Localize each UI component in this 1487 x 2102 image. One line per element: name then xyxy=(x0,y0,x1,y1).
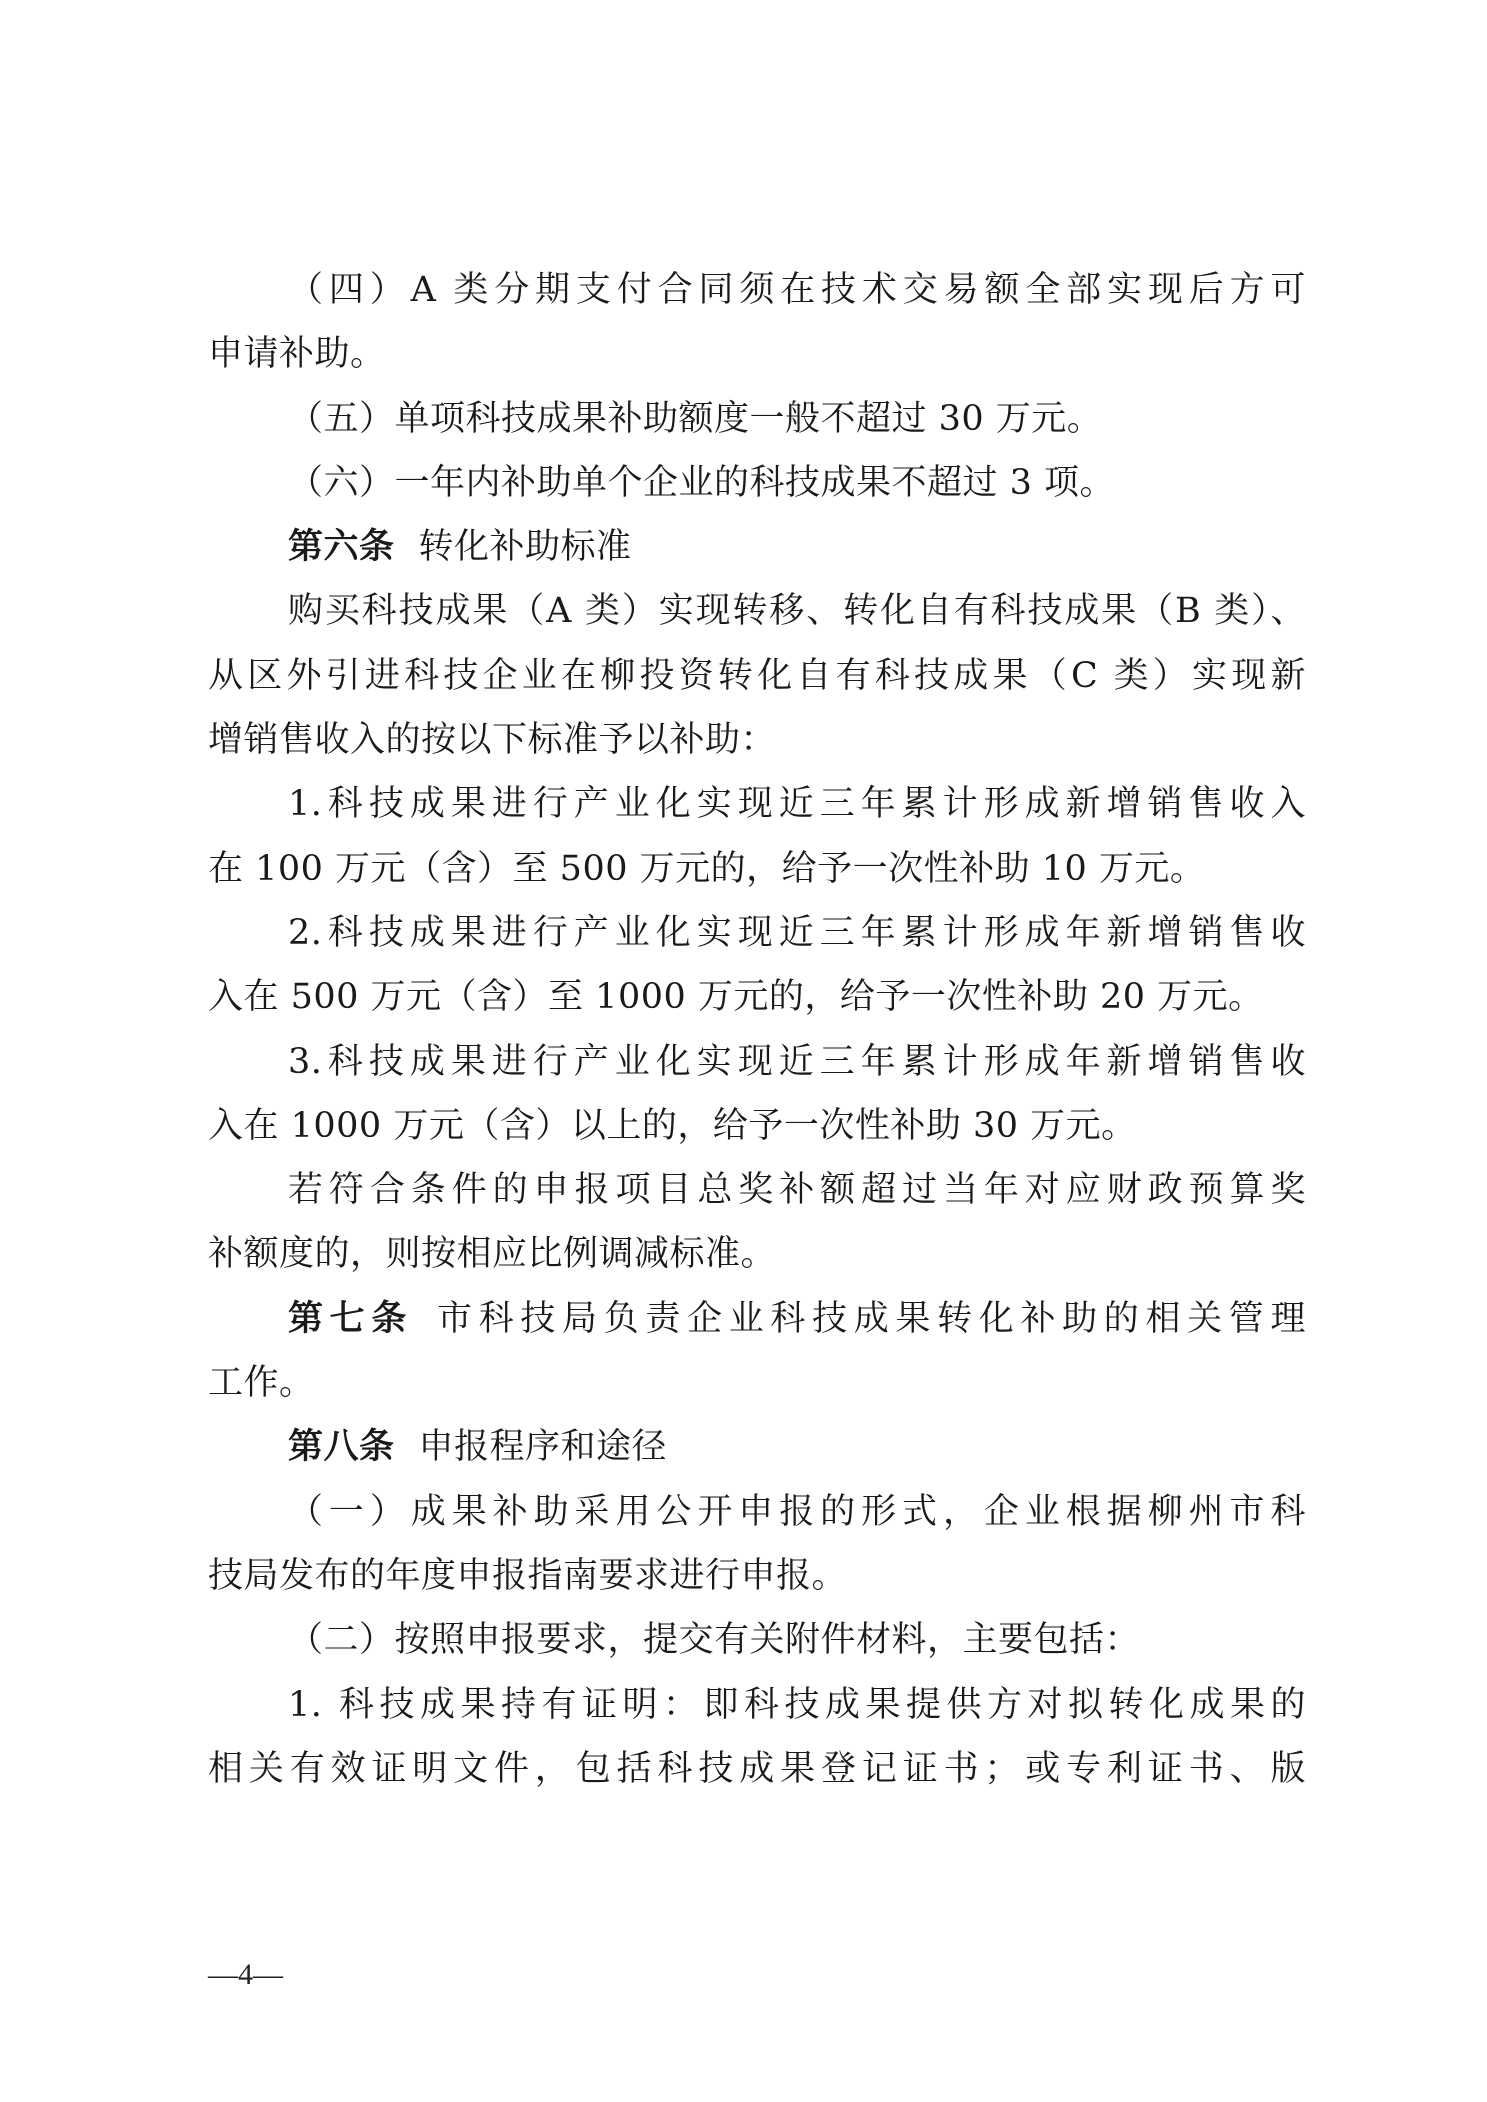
article-heading: 第八条 xyxy=(288,1427,395,1468)
paragraph-line: 购买科技成果（A 类）实现转移、转化自有科技成果（B 类）、 xyxy=(288,591,1306,632)
page-number: —4— xyxy=(208,1958,283,1991)
article-line xyxy=(208,515,1306,579)
document-body xyxy=(208,258,1306,1801)
paragraph-line: 1. 科技成果持有证明：即科技成果提供方对拟转化成果的 xyxy=(288,1684,1306,1725)
article-title: 转化补助标准 xyxy=(418,527,632,568)
article-line xyxy=(208,1287,1306,1351)
paragraph-line: 1.科技成果进行产业化实现近三年累计形成新增销售收入 xyxy=(288,784,1306,825)
paragraph-line: 申请补助。 xyxy=(208,334,386,375)
paragraph-line: 在 100 万元（含）至 500 万元的，给予一次性补助 10 万元。 xyxy=(208,848,1206,889)
paragraph-line: 入在 500 万元（含）至 1000 万元的，给予一次性补助 20 万元。 xyxy=(208,977,1264,1018)
paragraph-line: （五）单项科技成果补助额度一般不超过 30 万元。 xyxy=(288,398,1103,439)
paragraph-line: 补额度的，则按相应比例调减标准。 xyxy=(208,1234,777,1275)
paragraph-line: 2.科技成果进行产业化实现近三年累计形成年新增销售收 xyxy=(288,912,1306,953)
article-title: 申报程序和途径 xyxy=(418,1427,668,1468)
paragraph-line: （二）按照申报要求，提交有关附件材料，主要包括： xyxy=(288,1620,1141,1661)
paragraph-line: 相关有效证明文件，包括科技成果登记证书；或专利证书、版 xyxy=(208,1748,1306,1789)
paragraph-line: 入在 1000 万元（含）以上的，给予一次性补助 30 万元。 xyxy=(208,1105,1137,1146)
article-heading: 第六条 xyxy=(288,527,395,568)
paragraph-line: （六）一年内补助单个企业的科技成果不超过 3 项。 xyxy=(288,462,1116,503)
article-heading: 第七条 xyxy=(288,1298,414,1339)
paragraph-line: 技局发布的年度申报指南要求进行申报。 xyxy=(208,1555,848,1596)
paragraph-line: （四）A 类分期支付合同须在技术交易额全部实现后方可 xyxy=(288,270,1306,310)
paragraph-line: （一）成果补助采用公开申报的形式，企业根据柳州市科 xyxy=(288,1491,1306,1532)
paragraph-line: 从区外引进科技企业在柳投资转化自有科技成果（C 类）实现新 xyxy=(208,655,1306,696)
article-text: 市科技局负责企业科技成果转化补助的相关管理 xyxy=(437,1298,1306,1339)
paragraph-line: 增销售收入的按以下标准予以补助： xyxy=(208,720,777,761)
paragraph-line: 工作。 xyxy=(208,1363,315,1404)
paragraph-line: 若符合条件的申报项目总奖补额超过当年对应财政预算奖 xyxy=(288,1170,1306,1211)
article-line xyxy=(208,1415,1306,1479)
paragraph-line: 3.科技成果进行产业化实现近三年累计形成年新增销售收 xyxy=(288,1041,1306,1082)
